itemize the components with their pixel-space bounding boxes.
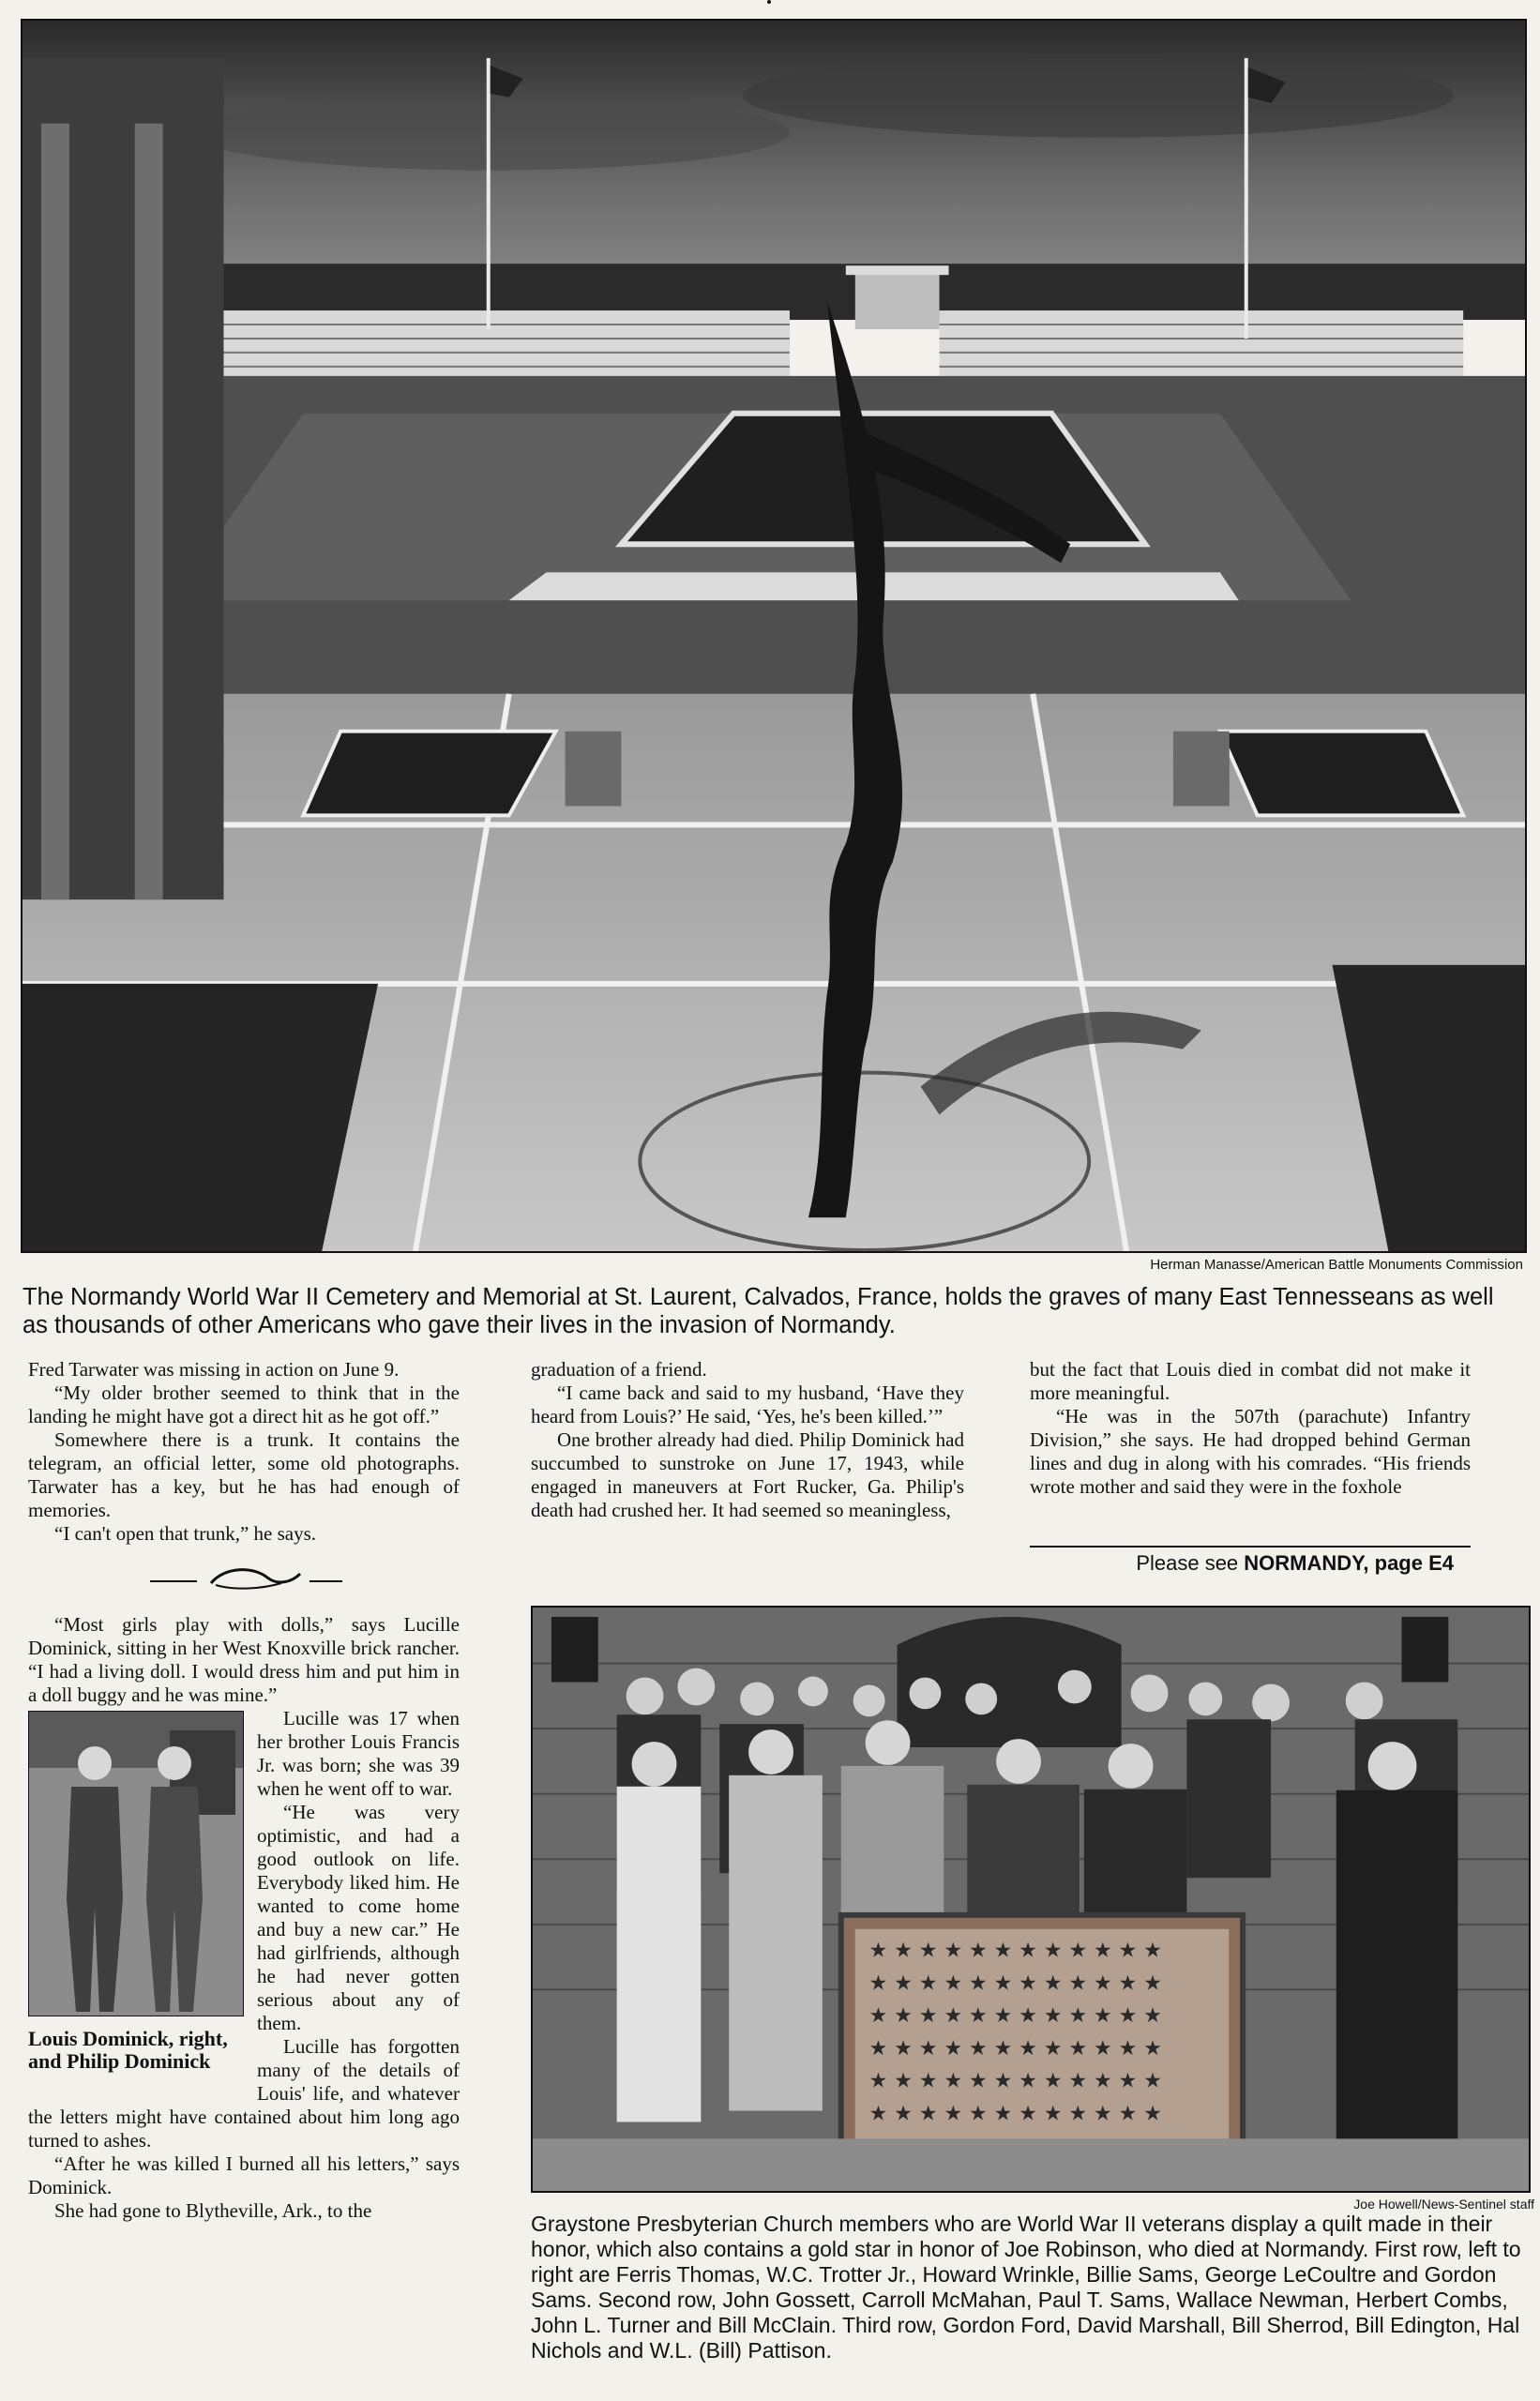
article-paragraph: but the fact that Louis died in combat did not make it more meaningful. — [1030, 1358, 1471, 1404]
jump-section: NORMANDY, — [1244, 1551, 1369, 1575]
memorial-illustration — [23, 21, 1525, 1251]
article-paragraph: “He was very optimistic, and had a good outlook on life. Everybody liked him. He wanted to come home and buy a new car.” He had girlfriends, although he had never gotten serious about any of them. — [257, 1801, 460, 2034]
jump-divider — [1030, 1546, 1471, 1548]
article-paragraph: “I came back and said to my husband, ‘Have they heard from Louis?’ He said, ‘Yes, he's been killed.’” — [531, 1382, 964, 1427]
article-paragraph: Lucille has forgotten many of the details of Louis' life, and whatever the letters might have contained about him long ago turned to ashes. — [28, 2035, 460, 2152]
jump-page: page E4 — [1368, 1551, 1454, 1575]
article-column-1 — [28, 1358, 460, 2223]
quilt-group-illustration — [533, 1608, 1529, 2191]
page-speck — [767, 0, 771, 4]
main-photo-caption: The Normandy World War II Cemetery and Memorial at St. Laurent, Calvados, France, holds the graves of many East Tennesseans as well as thousands of other Americans who gave their lives in the invasion of Normandy. — [23, 1284, 1494, 1338]
article-paragraph: “After he was killed I burned all his letters,” says Dominick. — [28, 2152, 460, 2198]
article-paragraph: “I can't open that trunk,” he says. — [54, 1522, 317, 1545]
svg-text:★ ★ ★ ★ ★ ★ ★ ★ ★ ★ ★ ★: ★ ★ ★ ★ ★ ★ ★ ★ ★ ★ ★ ★ — [868, 2069, 1162, 2093]
article-paragraph: “My older brother seemed to think that in the landing he might have got a direct hit as he got off.” — [28, 1382, 460, 1427]
article-paragraph: “He was in the 507th (parachute) Infantry Division,” she says. He had dropped behind German lines and dug in along with his comrades. “His friends wrote mother and said they were in the foxhole — [1030, 1405, 1471, 1498]
article-paragraph: “Most girls play with dolls,” says Lucille Dominick, sitting in her West Knoxville brick rancher. “I had a living doll. I would dress him and put him in a doll buggy and he was mine.” — [28, 1613, 460, 1706]
swash-ornament-icon — [141, 1564, 347, 1593]
section-break-ornament — [28, 1564, 460, 1598]
normandy-memorial-photo — [21, 19, 1527, 1253]
jump-prefix: Please see — [1136, 1551, 1245, 1575]
soldiers-portrait-illustration — [29, 1712, 243, 2016]
dominick-photo-caption: Louis Dominick, right, and Philip Dominick — [28, 2027, 228, 2073]
article-paragraph: She had gone to Blytheville, Ark., to the — [54, 2199, 372, 2222]
dominick-brothers-photo — [28, 1711, 244, 2090]
article-column-3 — [1030, 1358, 1471, 1499]
article-paragraph: graduation of a friend. — [531, 1358, 707, 1381]
continued-on-jump-line[interactable] — [1136, 1551, 1454, 1576]
svg-text:★ ★ ★ ★ ★ ★ ★ ★ ★ ★ ★ ★: ★ ★ ★ ★ ★ ★ ★ ★ ★ ★ ★ ★ — [868, 2004, 1162, 2029]
article-paragraph: Lucille was 17 when her brother Louis Francis Jr. was born; she was 39 when he went off to war. — [257, 1707, 460, 1800]
article-paragraph: One brother already had died. Philip Dominick had succumbed to sunstroke on June 17, 1943, while engaged in maneuvers at Fort Rucker, Ga. Philip's death had crushed her. It had seemed so meaningless, — [531, 1428, 964, 1521]
quilt-photo-credit: Joe Howell/News-Sentinel staff — [1353, 2197, 1534, 2212]
quilt-photo-caption: Graystone Presbyterian Church members who are World War II veterans display a quilt made in their honor, which also contains a gold star in honor of Joe Robinson, who died at Normandy. First row, left to right are Ferris Thomas, W.C. Trotter Jr., Howard Wrinkle, Billie Sams, George LeCoultre and Gordon Sams. Second row, John Gossett, Carroll McMahan, Paul T. Sams, Wallace Newman, Herbert Combs, John L. Turner and Bill McClain. Third row, Gordon Ford, David Marshall, Bill Sherrod, Bill Edington, Hal Nichols and W.L. (Bill) Pattison. — [531, 2212, 1521, 2363]
veterans-quilt-photo — [531, 1606, 1531, 2193]
svg-text:★ ★ ★ ★ ★ ★ ★ ★ ★ ★ ★ ★: ★ ★ ★ ★ ★ ★ ★ ★ ★ ★ ★ ★ — [868, 1971, 1162, 1996]
article-paragraph: Fred Tarwater was missing in action on June 9. — [28, 1358, 400, 1381]
svg-text:★ ★ ★ ★ ★ ★ ★ ★ ★ ★ ★ ★: ★ ★ ★ ★ ★ ★ ★ ★ ★ ★ ★ ★ — [868, 1939, 1162, 1963]
svg-text:★ ★ ★ ★ ★ ★ ★ ★ ★ ★ ★ ★: ★ ★ ★ ★ ★ ★ ★ ★ ★ ★ ★ ★ — [868, 2036, 1162, 2061]
article-column-2 — [531, 1358, 964, 1522]
top-photo-credit: Herman Manasse/American Battle Monuments Commission — [1150, 1257, 1523, 1273]
svg-text:★ ★ ★ ★ ★ ★ ★ ★ ★ ★ ★ ★: ★ ★ ★ ★ ★ ★ ★ ★ ★ ★ ★ ★ — [868, 2102, 1162, 2126]
article-paragraph: Somewhere there is a trunk. It contains the telegram, an official letter, some old photographs. Tarwater has a key, but he has had enough of memories. — [28, 1428, 460, 1521]
